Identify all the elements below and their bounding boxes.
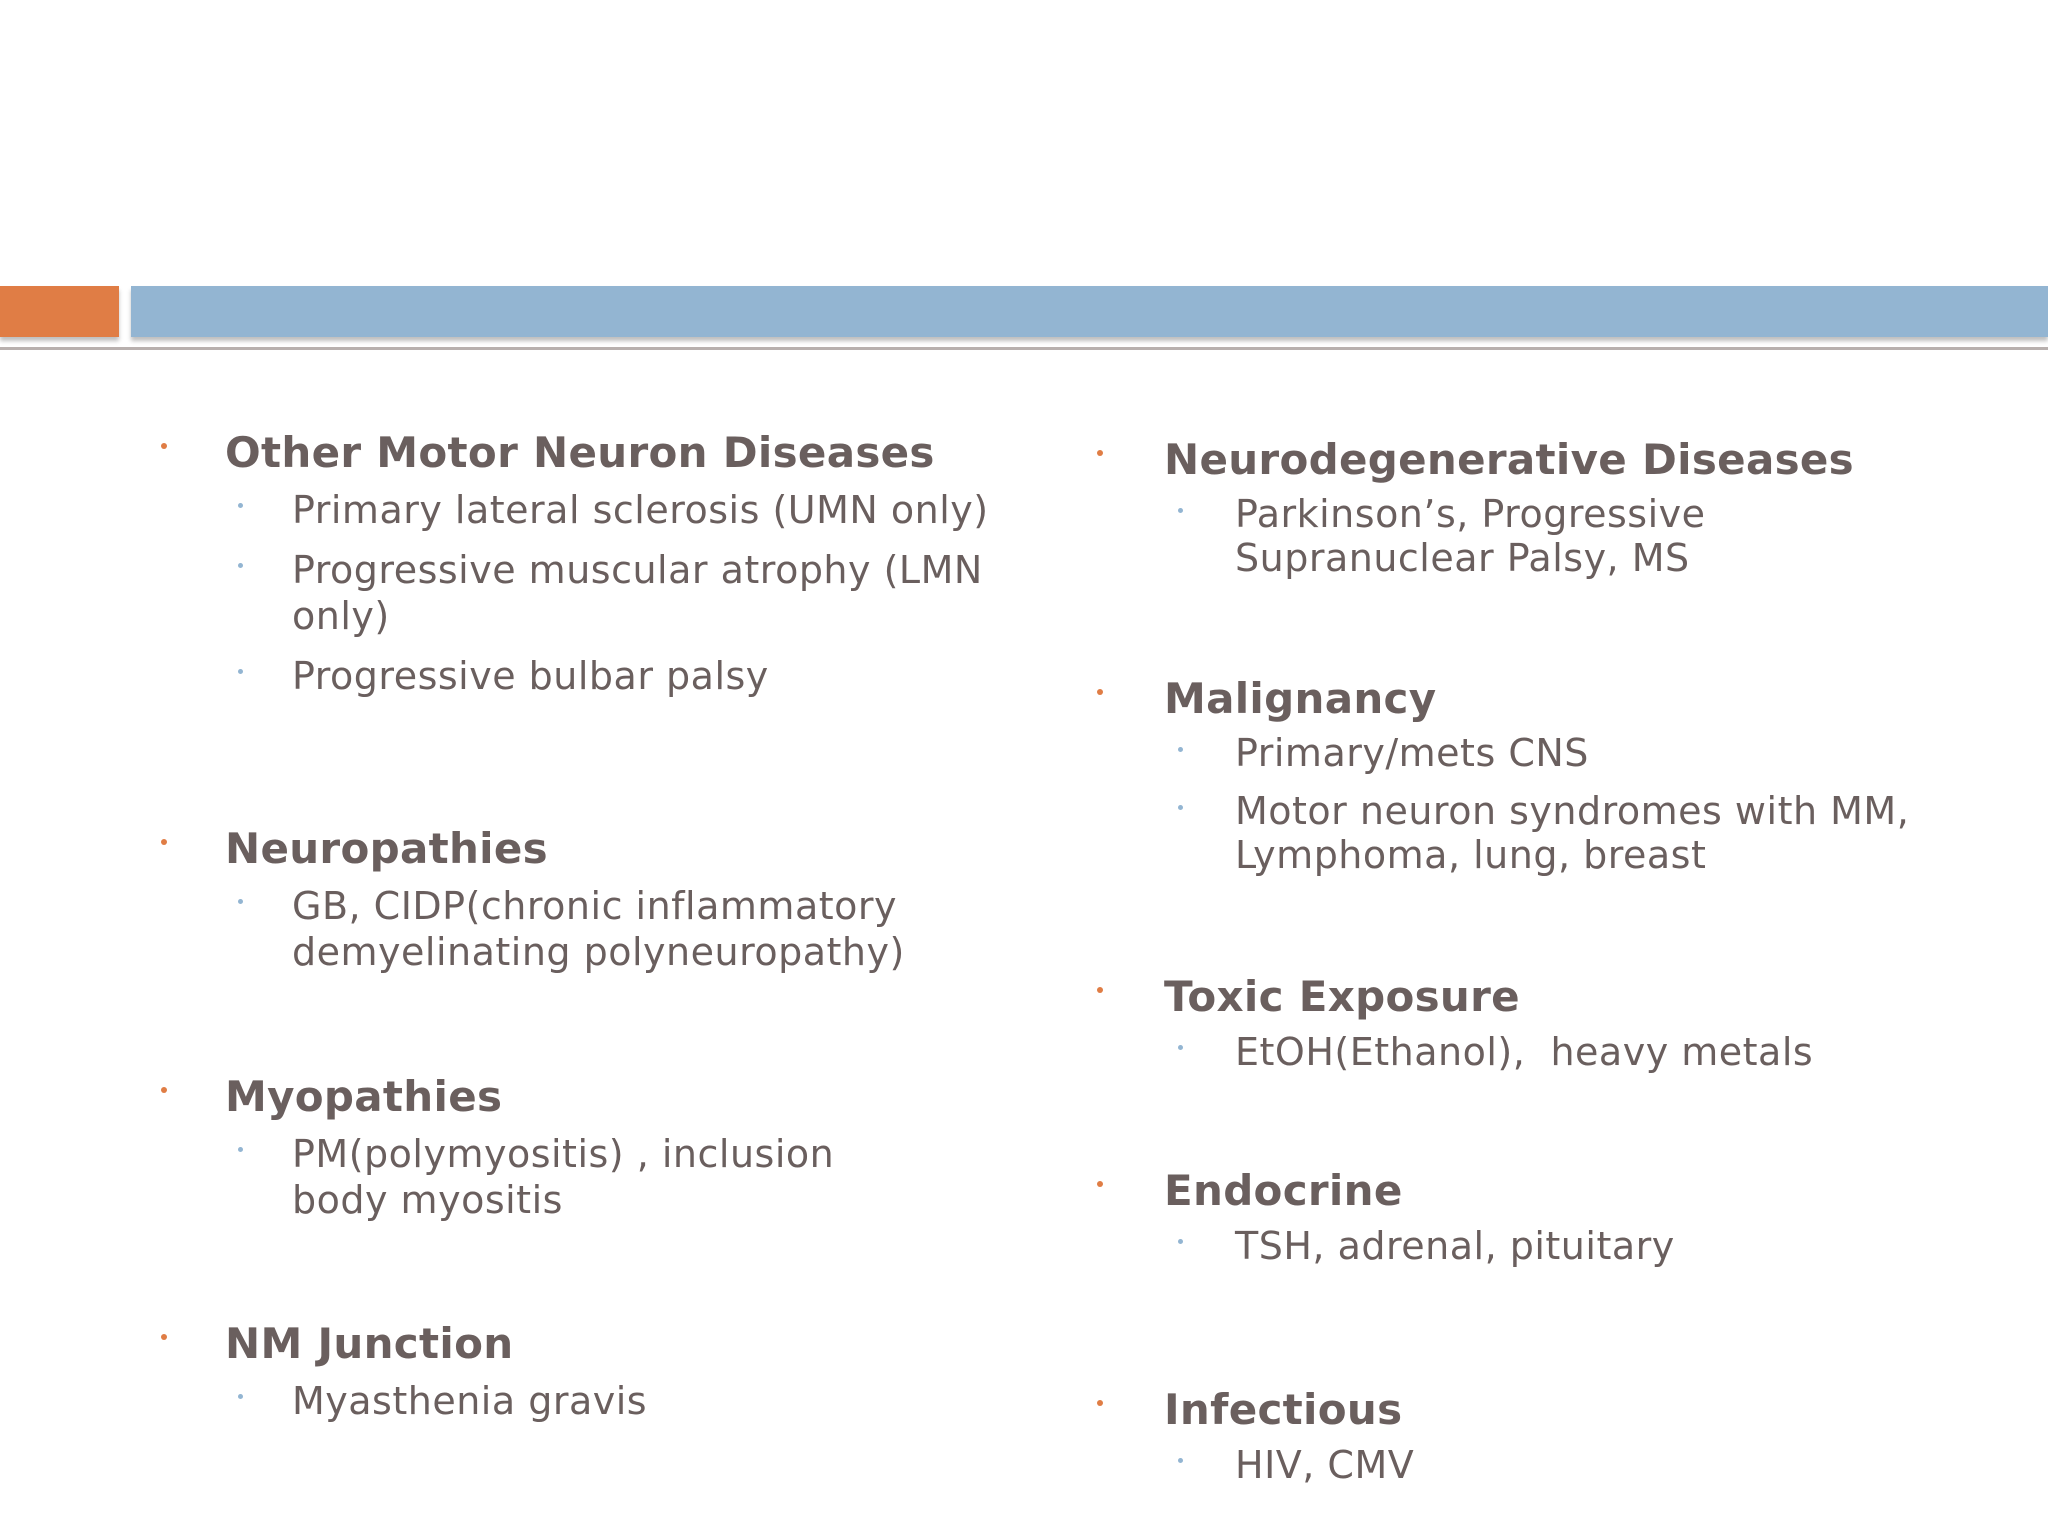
list-item bbox=[0, 487, 1012, 533]
sub-bullet-icon bbox=[1178, 508, 1183, 513]
bullet-icon bbox=[161, 443, 167, 449]
list-item bbox=[1040, 789, 1975, 877]
bullet-icon bbox=[1097, 1400, 1103, 1406]
bullet-icon bbox=[161, 839, 167, 845]
list-item-text: Progressive muscular atrophy (LMN only) bbox=[292, 548, 983, 638]
section-infectious bbox=[1040, 1384, 2048, 1488]
section-heading: Endocrine bbox=[1164, 1166, 1403, 1215]
list-item bbox=[1040, 1442, 1975, 1488]
section-heading: Myopathies bbox=[225, 1072, 503, 1121]
list-item bbox=[0, 547, 1012, 639]
section-heading: Other Motor Neuron Diseases bbox=[225, 428, 935, 477]
section-nm-junction bbox=[0, 1318, 1040, 1424]
list-item-text: Motor neuron syndromes with MM, Lymphoma, lung, breast bbox=[1235, 789, 1910, 877]
header-accent-blue bbox=[131, 286, 2048, 337]
list-item-text: Myasthenia gravis bbox=[292, 1379, 648, 1423]
list-item-text: EtOH(Ethanol), heavy metals bbox=[1235, 1030, 1814, 1074]
section-heading: Infectious bbox=[1164, 1385, 1403, 1434]
section-neuropathies bbox=[0, 823, 1040, 975]
section-heading: Toxic Exposure bbox=[1164, 972, 1520, 1021]
list-item-text: PM(polymyositis) , inclusion body myositis bbox=[292, 1132, 835, 1222]
list-item-text: Parkinson’s, Progressive Supranuclear Palsy, MS bbox=[1235, 492, 1706, 580]
list-item bbox=[1040, 492, 1975, 580]
section-toxic-exposure bbox=[1040, 971, 2048, 1075]
sub-bullet-icon bbox=[238, 899, 243, 904]
section-heading: Malignancy bbox=[1164, 674, 1437, 723]
section-heading: NM Junction bbox=[225, 1319, 514, 1368]
sub-bullet-icon bbox=[1178, 1458, 1183, 1463]
sub-bullet-icon bbox=[1178, 1045, 1183, 1050]
list-item-text: HIV, CMV bbox=[1235, 1443, 1415, 1487]
list-item-text: Primary/mets CNS bbox=[1235, 731, 1589, 775]
sub-bullet-icon bbox=[1178, 1239, 1183, 1244]
list-item bbox=[0, 1378, 932, 1424]
sub-bullet-icon bbox=[1178, 805, 1183, 810]
list-item bbox=[0, 1131, 932, 1223]
list-item bbox=[1040, 731, 1975, 775]
bullet-icon bbox=[161, 1087, 167, 1093]
sub-bullet-icon bbox=[238, 503, 243, 508]
sub-bullet-icon bbox=[238, 1394, 243, 1399]
section-myopathies bbox=[0, 1071, 1040, 1223]
sub-bullet-icon bbox=[238, 1147, 243, 1152]
list-item bbox=[1040, 1223, 1975, 1269]
list-item-text: Primary lateral sclerosis (UMN only) bbox=[292, 488, 989, 532]
list-item-text: TSH, adrenal, pituitary bbox=[1235, 1224, 1675, 1268]
list-item bbox=[0, 883, 932, 975]
list-item-text: GB, CIDP(chronic inflammatory demyelinating polyneuropathy) bbox=[292, 884, 905, 974]
list-item bbox=[0, 653, 1012, 699]
bullet-icon bbox=[1097, 987, 1103, 993]
list-item-text: Progressive bulbar palsy bbox=[292, 654, 769, 698]
sub-bullet-icon bbox=[1178, 747, 1183, 752]
header-rule bbox=[0, 347, 2048, 350]
bullet-icon bbox=[161, 1334, 167, 1340]
list-item bbox=[1040, 1029, 1975, 1075]
sub-bullet-icon bbox=[238, 669, 243, 674]
bullet-icon bbox=[1097, 1181, 1103, 1187]
section-malignancy bbox=[1040, 673, 2048, 877]
bullet-icon bbox=[1097, 450, 1103, 456]
section-other-motor-neuron-diseases bbox=[0, 427, 1040, 699]
sub-bullet-icon bbox=[238, 563, 243, 568]
section-endocrine bbox=[1040, 1165, 2048, 1269]
bullet-icon bbox=[1097, 689, 1103, 695]
section-heading: Neuropathies bbox=[225, 824, 548, 873]
section-neurodegenerative-diseases bbox=[1040, 434, 2048, 580]
section-heading: Neurodegenerative Diseases bbox=[1164, 435, 1854, 484]
header-accent-orange bbox=[0, 286, 119, 337]
